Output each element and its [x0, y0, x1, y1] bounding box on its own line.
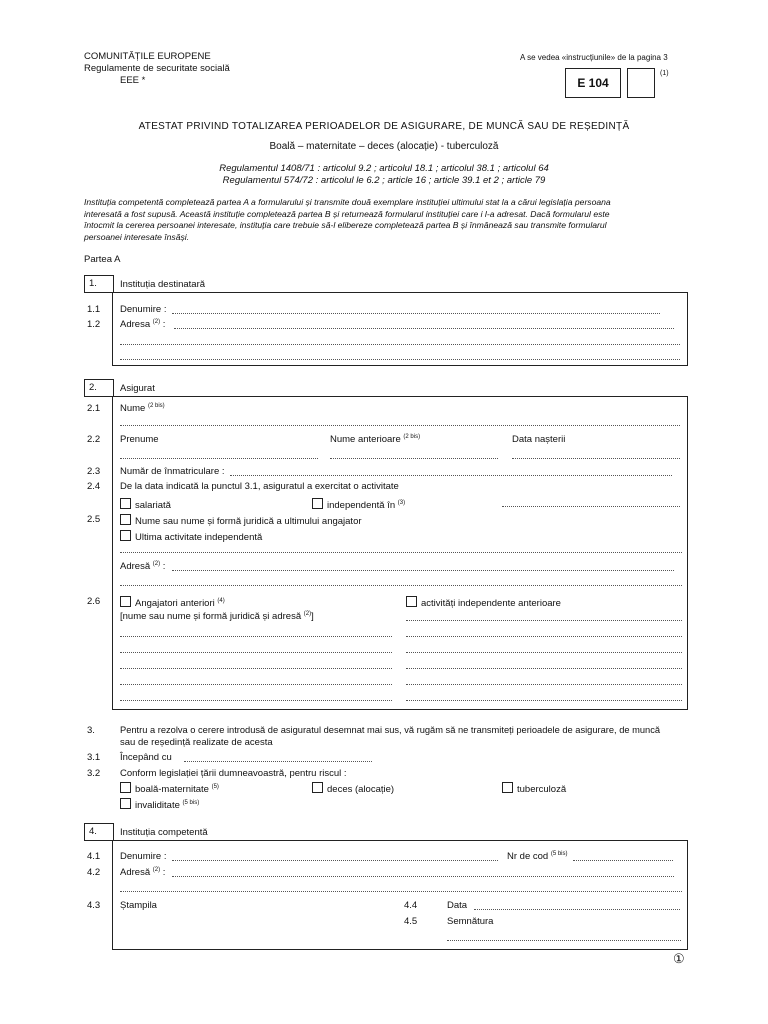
field-number: 4.2 — [87, 867, 101, 878]
adresa-2-label — [120, 561, 165, 572]
field-number: 3.2 — [87, 768, 101, 779]
salariata-label: salariată — [135, 500, 171, 511]
semnatura-field[interactable] — [447, 940, 681, 941]
form-code-box — [565, 68, 621, 98]
invaliditate-label: invaliditate — [135, 800, 180, 811]
angajatori-field-line[interactable] — [120, 652, 392, 653]
deces-label: deces (alocație) — [327, 784, 395, 795]
independenta-checkbox[interactable] — [312, 498, 323, 509]
adresa-2-field[interactable] — [172, 570, 674, 571]
nume-angajator-checkbox[interactable] — [120, 514, 131, 525]
adresa-note: (2) — [152, 319, 161, 325]
boala-label: boală-maternitate — [135, 784, 209, 795]
nume-forma-label — [120, 611, 314, 622]
activitati-field-line[interactable] — [406, 620, 682, 621]
section-4-title: Instituția competentă — [120, 827, 208, 838]
adresa-text: Adresă — [120, 561, 151, 573]
angajatori-field-line[interactable] — [120, 636, 392, 637]
nume-text: Nume — [120, 403, 146, 415]
nume-field[interactable] — [120, 425, 680, 426]
semnatura-label: Semnătura — [447, 916, 494, 927]
invaliditate-checkbox[interactable] — [120, 798, 131, 809]
nr-inmatriculare-label: Număr de înmatriculare : — [120, 466, 225, 477]
angajatori-field-line[interactable] — [120, 668, 392, 669]
nr-cod-label — [507, 851, 568, 862]
field-number: 4.4 — [404, 900, 418, 911]
nume-note: (2 bis) — [147, 403, 165, 409]
section-3-text-2: sau de reședință realizate de acesta — [120, 737, 273, 748]
angajatori-field-line[interactable] — [120, 700, 392, 701]
conform-label: Conform legislației țării dumneavoastră, pentru riscul : — [120, 768, 347, 779]
section-1-title: Instituția destinatară — [120, 279, 206, 290]
nume-forma-note: (2) — [303, 611, 312, 617]
form-title: ATESTAT PRIVIND TOTALIZAREA PERIOADELOR DE ASIGURARE, DE MUNCĂ SAU DE REȘEDINȚĂ — [138, 121, 630, 132]
section-4-number-box — [84, 823, 114, 841]
angajatori-checkbox[interactable] — [120, 596, 131, 607]
adresa-field-line-2[interactable] — [120, 344, 680, 345]
intro-text — [84, 197, 611, 243]
nume-forma-text: [nume sau nume și formă juridică și adresă — [120, 611, 302, 623]
intro-line: persoanei interesate însăși. — [84, 231, 190, 242]
prenume-field[interactable] — [120, 458, 318, 459]
salariata-option[interactable] — [120, 498, 171, 511]
field-number: 2.5 — [87, 514, 101, 525]
prenume-label: Prenume — [120, 434, 159, 445]
field-number: 2.2 — [87, 434, 101, 445]
invaliditate-note: (5 bis) — [182, 799, 200, 806]
field-number: 2.6 — [87, 596, 101, 607]
intro-line: întocmit la cererea persoanei interesate, instituția care trebuie să-l elibereze completează partea B și înmânează sau transmite formularul — [84, 220, 607, 230]
part-a-label: Partea A — [84, 254, 121, 265]
nume-label — [120, 403, 165, 414]
nume-anterioare-text: Nume anterioare — [330, 434, 401, 446]
incepand-field[interactable] — [184, 761, 372, 762]
field-number: 1.1 — [87, 304, 101, 315]
denumire-4-label: Denumire : — [120, 851, 167, 862]
intro-line: interesată a fost supusă. Această instituție completează partea B și returnează formularul instituției care i l-a adresat. Dacă formularul este — [84, 208, 610, 219]
section-1-number-box — [84, 275, 114, 293]
ultima-activitate-checkbox[interactable] — [120, 530, 131, 541]
denumire-label: Denumire : — [120, 304, 167, 315]
colon: : — [162, 319, 166, 331]
adresa-text: Adresa — [120, 319, 151, 331]
adresa-note: (2) — [152, 867, 161, 873]
boala-checkbox[interactable] — [120, 782, 131, 793]
nr-cod-text: Nr de cod — [507, 851, 549, 863]
activitati-field-line[interactable] — [406, 668, 682, 669]
field-number: 2.3 — [87, 466, 101, 477]
tuberculoza-option[interactable] — [502, 782, 566, 795]
data-field[interactable] — [474, 909, 680, 910]
section-1-number: 1. — [89, 278, 97, 289]
field-number: 3.1 — [87, 752, 101, 763]
org-name: COMUNITĂȚILE EUROPENE — [84, 51, 211, 62]
denumire-4-field[interactable] — [172, 860, 498, 861]
form-subtitle: Boală – maternitate – deces (alocație) - tuberculoză — [269, 141, 499, 152]
adresa-field[interactable] — [174, 328, 674, 329]
nr-cod-field[interactable] — [573, 860, 673, 861]
nume-angajator-option[interactable] — [120, 514, 362, 527]
section-2-number: 2. — [89, 382, 97, 393]
activitati-label: activități independente anterioare — [421, 598, 561, 609]
incepand-label: Începând cu — [120, 752, 172, 763]
adresa-4-field-line-2[interactable] — [120, 891, 682, 892]
form-code: E 104 — [577, 76, 609, 90]
regulation-1: Regulamentul 1408/71 : articolul 9.2 ; articolul 18.1 ; articolul 38.1 ; articolul 64 — [219, 163, 549, 174]
tuberculoza-checkbox[interactable] — [502, 782, 513, 793]
boala-note: (5) — [211, 783, 219, 790]
angajatori-option[interactable] — [120, 596, 225, 609]
bracket: ] — [311, 611, 314, 623]
ultima-activitate-option[interactable] — [120, 530, 262, 543]
independenta-label: independentă în — [327, 500, 396, 511]
activitati-field-line[interactable] — [406, 636, 682, 637]
activitati-option[interactable] — [406, 596, 561, 609]
independenta-note: (3) — [397, 499, 406, 506]
field-number: 4.1 — [87, 851, 101, 862]
data-label: Data — [447, 900, 468, 911]
angajatori-field-line[interactable] — [120, 684, 392, 685]
activitati-checkbox[interactable] — [406, 596, 417, 607]
form-suffix-box[interactable] — [627, 68, 655, 98]
invaliditate-option[interactable] — [120, 798, 199, 811]
org-subtitle: Regulamente de securitate socială — [84, 63, 230, 74]
tuberculoza-label: tuberculoză — [517, 784, 567, 795]
activity-question: De la data indicată la punctul 3.1, asiguratul a exercitat o activitate — [120, 481, 399, 492]
nume-anterioare-field[interactable] — [330, 458, 498, 459]
nr-cod-note: (5 bis) — [550, 851, 568, 857]
nume-anterioare-note: (2 bis) — [403, 434, 421, 440]
section-3-number: 3. — [87, 725, 95, 736]
angajatori-label: Angajatori anteriori — [135, 598, 215, 609]
ultima-activitate-label: Ultima activitate independentă — [135, 532, 263, 543]
independenta-field[interactable] — [502, 506, 680, 507]
adresa-label — [120, 319, 165, 330]
nr-inmatriculare-field[interactable] — [230, 475, 672, 476]
data-nasterii-field[interactable] — [512, 458, 680, 459]
section-4-number: 4. — [89, 826, 97, 837]
field-number: 2.1 — [87, 403, 101, 414]
boala-option[interactable] — [120, 782, 219, 795]
activitati-field-line[interactable] — [406, 700, 682, 701]
nume-angajator-label: Nume sau nume și formă juridică a ultimului angajator — [135, 516, 362, 527]
page-number: ① — [673, 951, 685, 966]
adresa-4-label — [120, 867, 165, 878]
adresa-note: (2) — [152, 561, 161, 567]
angajator-field[interactable] — [120, 552, 682, 553]
adresa-2-field-line-2[interactable] — [120, 585, 682, 586]
instructions-note: A se vedea «instrucțiunile» de la pagina 3 — [520, 53, 668, 62]
note-1: (1) — [660, 70, 669, 77]
activitati-field-line[interactable] — [406, 652, 682, 653]
colon: : — [162, 561, 166, 573]
section-2-title: Asigurat — [120, 383, 155, 394]
data-nasterii-label: Data nașterii — [512, 434, 566, 445]
denumire-field[interactable] — [172, 313, 660, 314]
regulation-2: Regulamentul 574/72 : articolul le 6.2 ; article 16 ; article 39.1 et 2 ; article 79 — [222, 175, 546, 186]
adresa-text: Adresă — [120, 867, 151, 879]
salariata-checkbox[interactable] — [120, 498, 131, 509]
nume-anterioare-label — [330, 434, 420, 445]
adresa-4-field[interactable] — [172, 876, 674, 877]
field-number: 4.5 — [404, 916, 418, 927]
independenta-option[interactable] — [312, 498, 405, 511]
org-eee: EEE * — [120, 75, 146, 86]
deces-checkbox[interactable] — [312, 782, 323, 793]
field-number: 4.3 — [87, 900, 101, 911]
section-4-box — [112, 840, 688, 950]
field-number: 1.2 — [87, 319, 101, 330]
intro-line: Instituția competentă completează partea A a formularului și transmite două exemplare instituției ultimului stat la a cărui legislația persoana — [84, 197, 611, 207]
section-3-text-1: Pentru a rezolva o cerere introdusă de asiguratul desemnat mai sus, vă rugăm să ne transmiteți perioadele de asigurare, de muncă — [120, 725, 661, 735]
angajatori-note: (4) — [217, 597, 225, 604]
stampila-label: Ștampila — [120, 900, 157, 911]
deces-option[interactable] — [312, 782, 394, 795]
colon: : — [162, 867, 166, 879]
section-2-number-box — [84, 379, 114, 397]
activitati-field-line[interactable] — [406, 684, 682, 685]
section-1-box — [112, 292, 688, 366]
field-number: 2.4 — [87, 481, 101, 492]
adresa-field-line-3[interactable] — [120, 359, 680, 360]
